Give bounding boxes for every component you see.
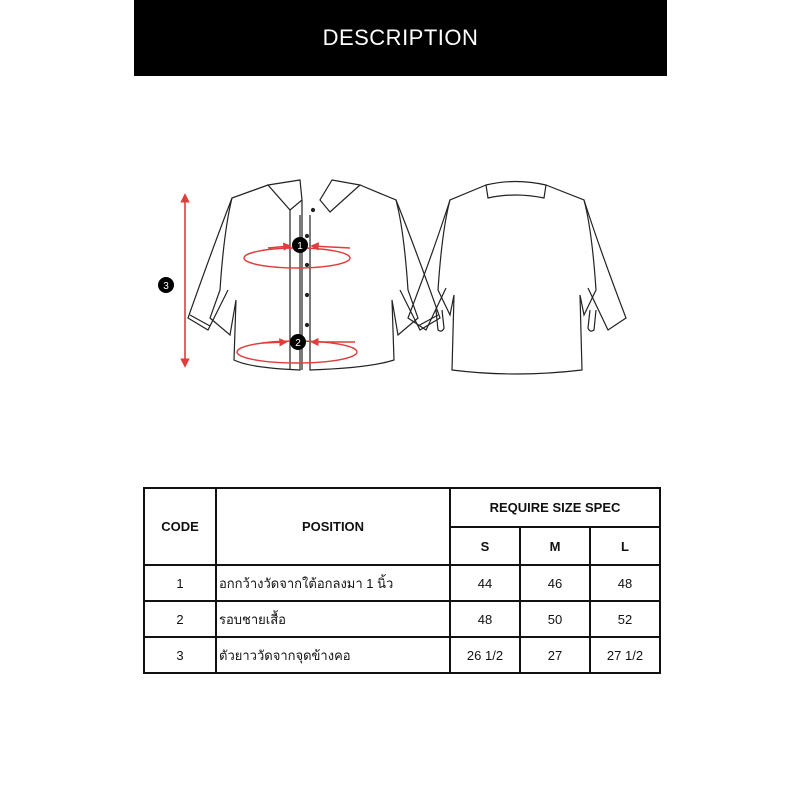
table-row [144,637,660,673]
row-size-l: 48 [590,565,660,601]
shirt-diagram [150,170,650,390]
shirt-back [408,182,626,375]
header-position: POSITION [216,488,450,565]
length-measurement [158,195,185,366]
row-code: 2 [144,601,216,637]
row-size-l: 27 1/2 [590,637,660,673]
header-size-m: M [520,527,590,565]
row-code: 1 [144,565,216,601]
row-size-l: 52 [590,601,660,637]
shirt-illustration [150,170,650,390]
row-size-s: 26 1/2 [450,637,520,673]
header-size-s: S [450,527,520,565]
row-code: 3 [144,637,216,673]
banner-title: DESCRIPTION [322,25,479,50]
row-size-m: 46 [520,565,590,601]
row-size-m: 27 [520,637,590,673]
row-size-s: 48 [450,601,520,637]
row-size-m: 50 [520,601,590,637]
header-size-l: L [590,527,660,565]
row-position: อกกว้างวัดจากใต้อกลงมา 1 นิ้ว [216,565,450,601]
marker-3-label: 3 [163,281,169,292]
table-row [144,601,660,637]
marker-2-label: 2 [295,338,301,349]
header-size-spec: REQUIRE SIZE SPEC [450,488,660,527]
description-banner [134,0,667,76]
hem-measurement [237,334,357,363]
chest-measurement [244,237,350,268]
size-spec-table [143,487,661,674]
table-row [144,565,660,601]
marker-1-label: 1 [297,241,303,252]
row-position: ตัวยาววัดจากจุดข้างคอ [216,637,450,673]
row-size-s: 44 [450,565,520,601]
row-position: รอบชายเสื้อ [216,601,450,637]
header-code: CODE [144,488,216,565]
